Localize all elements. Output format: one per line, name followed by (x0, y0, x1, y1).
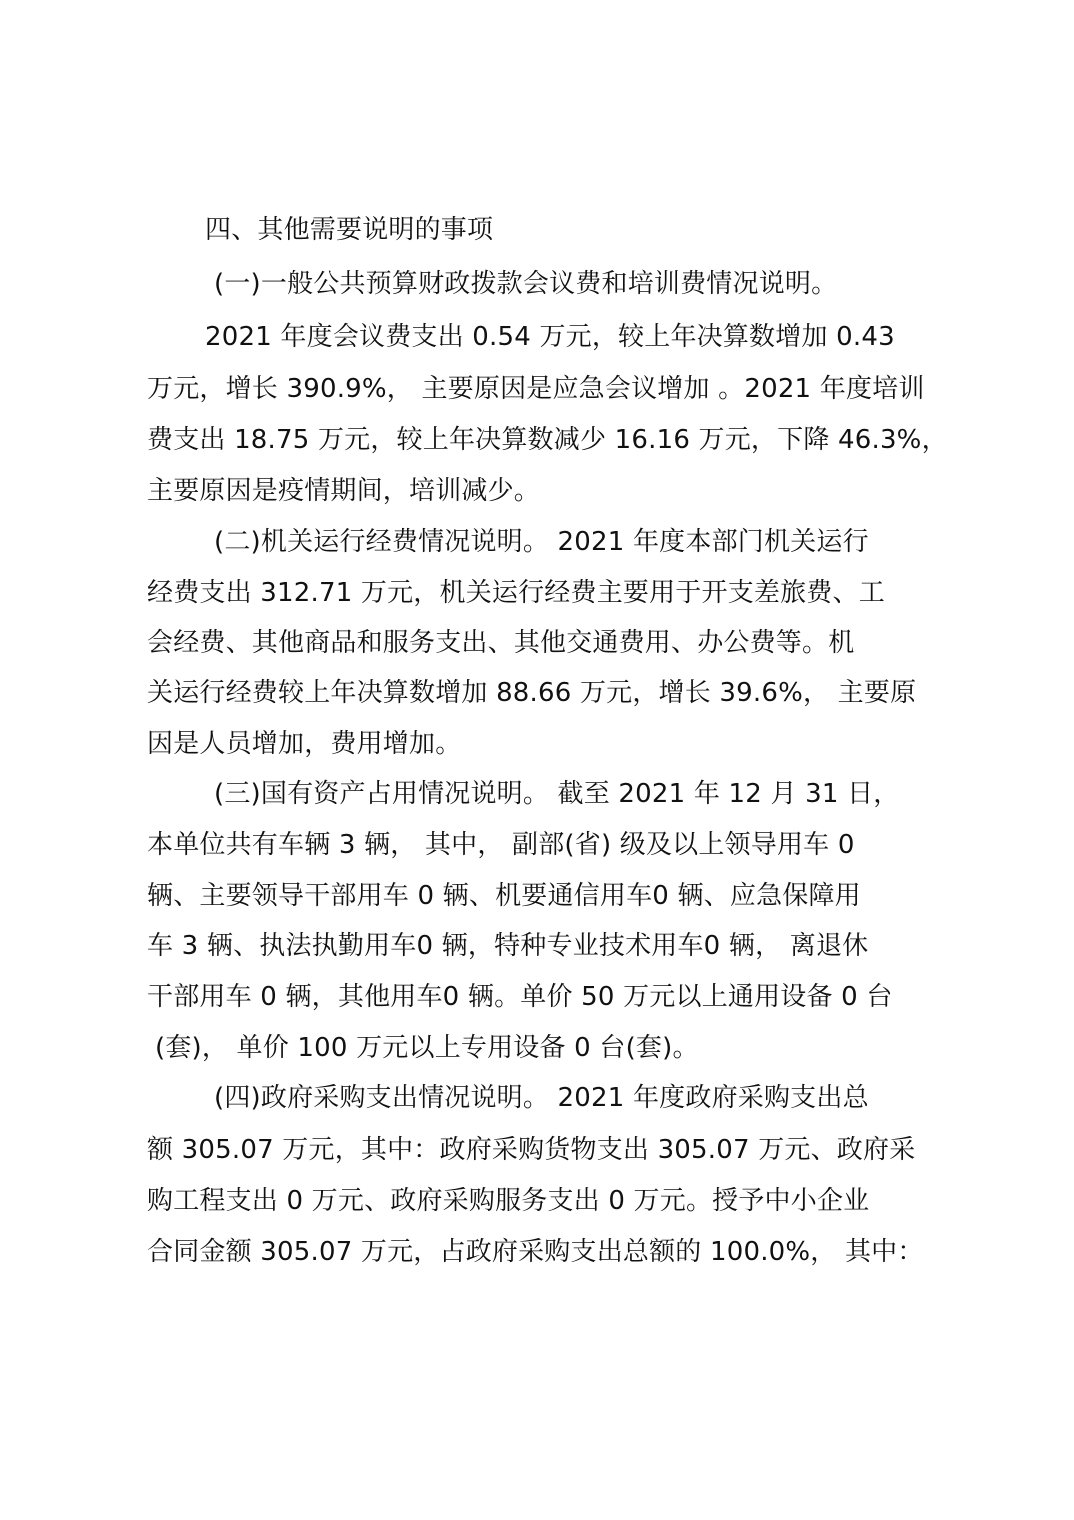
subsection-title-1: (一)一般公共预算财政拨款会议费和培训费情况说明。 (214, 269, 838, 299)
paragraph-line: 主要原因是疫情期间，培训减少。 (147, 476, 541, 506)
paragraph-line: 万元，增长 390.9%， 主要原因是应急会议增加 。2021 年度培训 (147, 374, 925, 404)
subsection-title-4: (四)政府采购支出情况说明。 2021 年度政府采购支出总 (214, 1083, 869, 1113)
paragraph-line: 车 3 辆、执法执勤用车0 辆，特种专业技术用车0 辆， 离退休 (147, 931, 869, 961)
subsection-title-2: (二)机关运行经费情况说明。 2021 年度本部门机关运行 (214, 527, 869, 557)
paragraph-line: 本单位共有车辆 3 辆， 其中， 副部(省) 级及以上领导用车 0 (147, 830, 855, 860)
subsection-title-3: (三)国有资产占用情况说明。 截至 2021 年 12 月 31 日， (214, 779, 900, 809)
paragraph-line: 合同金额 305.07 万元，占政府采购支出总额的 100.0%， 其中： (147, 1237, 924, 1267)
paragraph-line: 关运行经费较上年决算数增加 88.66 万元，增长 39.6%， 主要原 (147, 678, 917, 708)
paragraph-line: 额 305.07 万元，其中：政府采购货物支出 305.07 万元、政府采 (147, 1135, 916, 1165)
paragraph-line: 因是人员增加，费用增加。 (147, 729, 462, 759)
paragraph-line: 会经费、其他商品和服务支出、其他交通费用、办公费等。机 (147, 628, 855, 658)
paragraph-line: 费支出 18.75 万元，较上年决算数减少 16.16 万元，下降 46.3%， (147, 425, 948, 455)
section-heading: 四、其他需要说明的事项 (205, 215, 494, 245)
paragraph-line: 2021 年度会议费支出 0.54 万元，较上年决算数增加 0.43 (205, 322, 895, 352)
paragraph-line: 干部用车 0 辆，其他用车0 辆。单价 50 万元以上通用设备 0 台 (147, 982, 893, 1012)
paragraph-line: (套)， 单价 100 万元以上专用设备 0 台(套)。 (155, 1033, 699, 1063)
paragraph-line: 经费支出 312.71 万元，机关运行经费主要用于开支差旅费、工 (147, 578, 885, 608)
paragraph-line: 购工程支出 0 万元、政府采购服务支出 0 万元。授予中小企业 (147, 1186, 870, 1216)
paragraph-line: 辆、主要领导干部用车 0 辆、机要通信用车0 辆、应急保障用 (147, 881, 861, 911)
